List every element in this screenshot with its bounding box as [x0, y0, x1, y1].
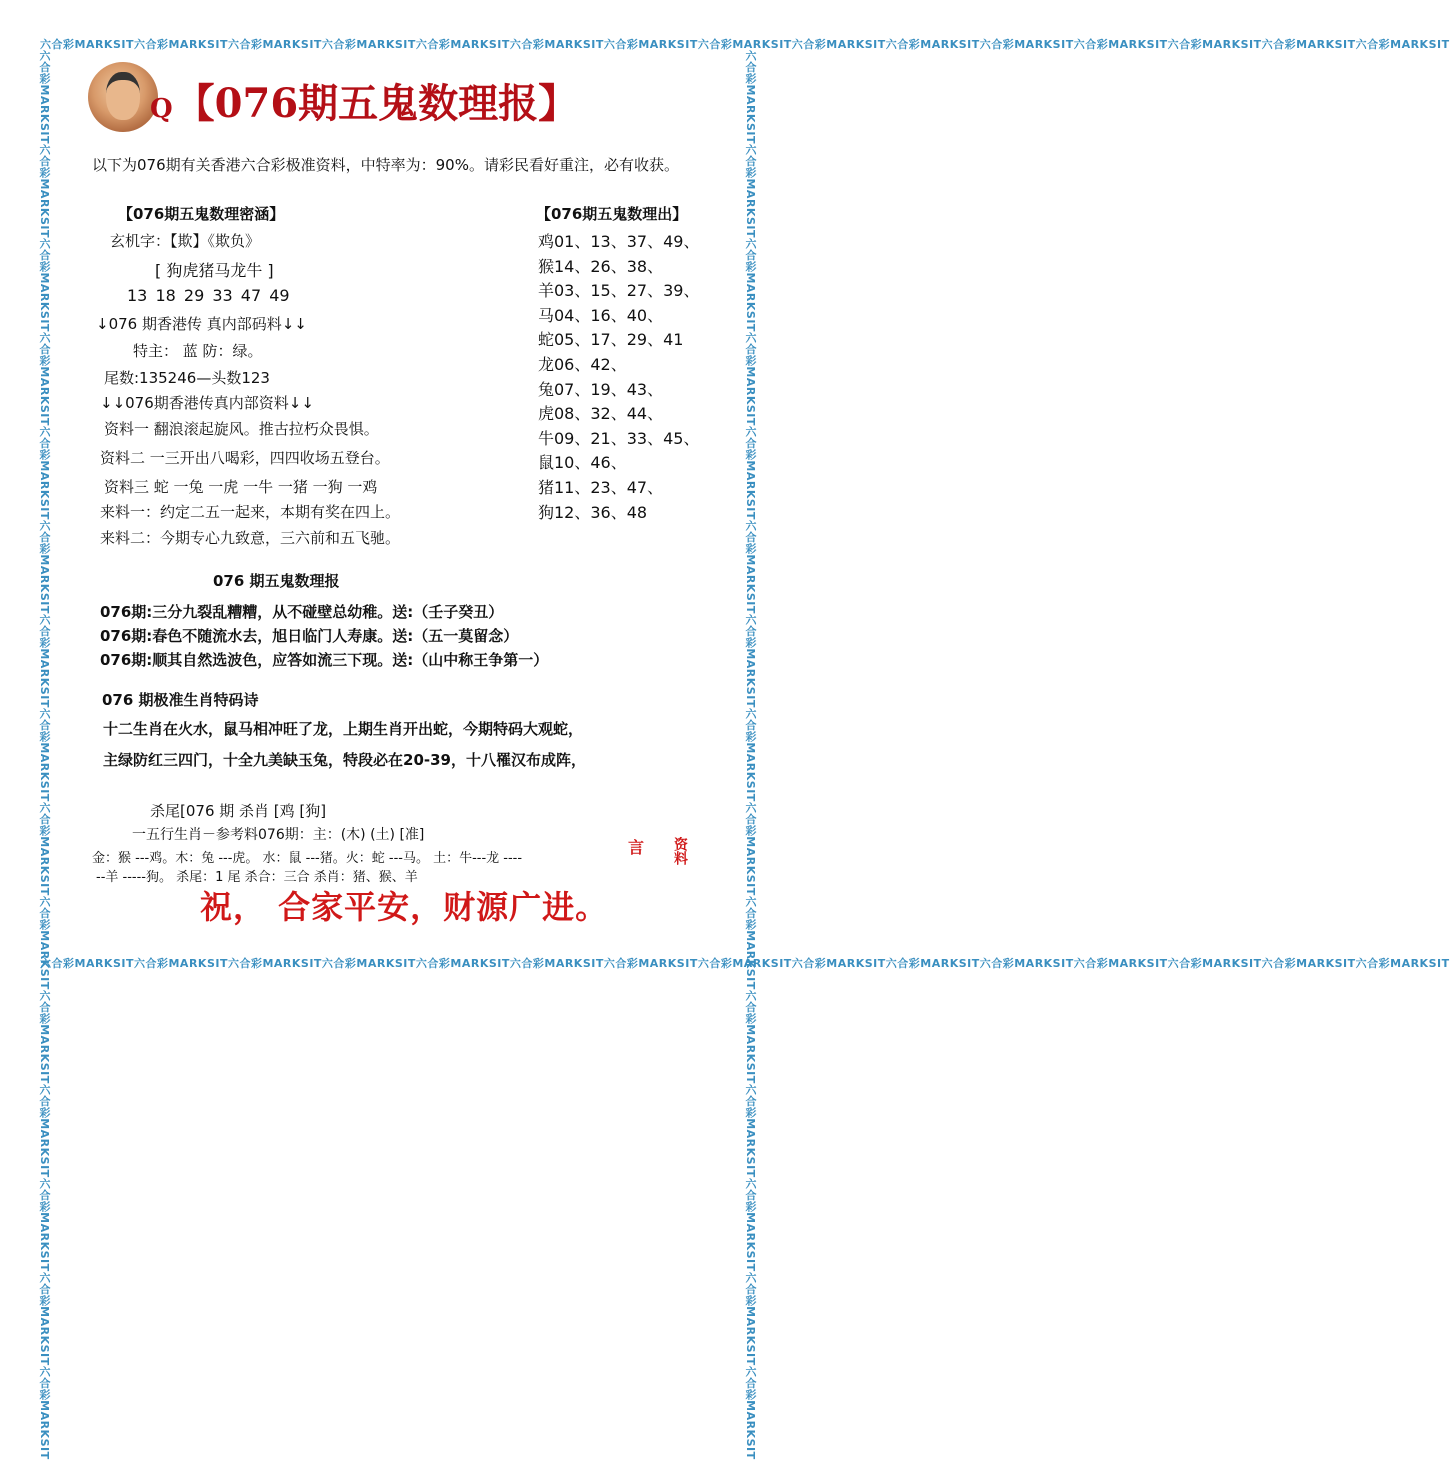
poem-line-1: 十二生肖在火水，鼠马相冲旺了龙，上期生肖开出蛇，今期特码大观蛇，: [103, 720, 584, 738]
list-item: 虎08、32、44、: [538, 404, 664, 424]
list-item: 马04、16、40、: [538, 305, 664, 325]
hk-line-1: ↓076 期香港传 真内部码料↓↓: [96, 315, 307, 333]
animal-list: [ 狗虎猪马龙牛 ]: [155, 261, 274, 280]
hk-line-2: ↓↓076期香港传真内部资料↓↓: [100, 394, 314, 412]
top-border: 六合彩MARKSIT六合彩MARKSIT六合彩MARKSIT六合彩MARKSIT六合彩MARKSIT六合彩MARKSIT六合彩MARKSIT六合彩MARKSIT六合彩MARKSIT六合彩MARKSIT六合彩MARKSIT六合彩MARKSIT六合彩MARKSIT六合彩MARKSIT六合彩MARKSIT: [40, 38, 1450, 51]
bottom-border: 六合彩MARKSIT六合彩MARKSIT六合彩MARKSIT六合彩MARKSIT六合彩MARKSIT六合彩MARKSIT六合彩MARKSIT六合彩MARKSIT六合彩MARKSIT六合彩MARKSIT六合彩MARKSIT六合彩MARKSIT六合彩MARKSIT六合彩MARKSIT六合彩MARKSIT: [40, 957, 1450, 970]
wuxing-line: 一五行生肖－参考料076期：主：(木) (土) [准]: [132, 827, 425, 843]
title-text: 【076期五鬼数理报】: [174, 80, 579, 127]
poem-line-2: 主绿防红三四门，十全九美缺玉兔，特段必在20-39，十八罹汉布成阵，: [103, 751, 586, 769]
poem-heading: 076 期极准生肖特码诗: [102, 691, 259, 709]
mystery-word: 玄机字：【欺】《欺负》: [110, 232, 261, 250]
list-item: 狗12、36、48: [538, 502, 648, 522]
right-border: 六合彩MARKSIT六合彩MARKSIT六合彩MARKSIT六合彩MARKSIT六合彩MARKSIT六合彩MARKSIT六合彩MARKSIT六合彩MARKSIT六合彩MARKSIT六合彩MARKSIT六合彩MARKSIT六合彩MARKSIT六合彩MARKSIT六合彩MARKSIT六合彩MARKSIT: [744, 50, 757, 1460]
list-item: 羊03、15、27、39、: [538, 281, 700, 301]
ziliao-1: 资料一 翻浪滚起旋风。推古拉朽众畏惧。: [104, 420, 379, 438]
list-item: 鼠10、46、: [538, 453, 627, 473]
intro-text: 以下为076期有关香港六合彩极准资料，中特率为：90%。请彩民看好重注，必有收获。: [92, 156, 679, 174]
ziliao-3: 资料三 蛇 一兔 一虎 一牛 一猪 一狗 一鸡: [104, 478, 378, 496]
page-title: [150, 72, 578, 129]
right-heading: 【076期五鬼数理出】: [536, 205, 688, 223]
list-item: 蛇05、17、29、41: [538, 330, 684, 350]
list-item: 猪11、23、47、: [538, 477, 664, 497]
special-color: 特主： 蓝 防：绿。: [133, 342, 263, 360]
left-heading: 【076期五鬼数理密涵】: [118, 205, 285, 223]
list-item: 鸡01、13、37、49、: [538, 232, 700, 251]
border-text: 六合彩MARKSIT: [744, 50, 757, 144]
kill-line: 杀尾[076 期 杀肖 [鸡 [狗]: [150, 802, 327, 820]
report-line: 076期:顺其自然选波色，应答如流三下现。送:（山中称王争第一）: [100, 651, 549, 669]
number-list: 13 18 29 33 47 49: [127, 286, 290, 305]
border-text: 六合彩MARKSIT: [40, 957, 134, 970]
elements-line-2: --羊 -----狗。 杀尾：1 尾 杀合：三合 杀肖：猪、猴、羊: [96, 870, 418, 885]
list-item: 牛09、21、33、45、: [538, 428, 700, 448]
report-line: 076期:春色不随流水去，旭日临门人寿康。送:（五一莫留念）: [100, 627, 519, 645]
title-prefix: Q: [150, 94, 173, 124]
laixin-2: 来料二：今期专心九致意，三六前和五飞驰。: [100, 529, 401, 547]
left-border: 六合彩MARKSIT六合彩MARKSIT六合彩MARKSIT六合彩MARKSIT六合彩MARKSIT六合彩MARKSIT六合彩MARKSIT六合彩MARKSIT六合彩MARKSIT六合彩MARKSIT六合彩MARKSIT六合彩MARKSIT六合彩MARKSIT六合彩MARKSIT六合彩MARKSIT: [38, 50, 51, 1460]
border-text: 六合彩MARKSIT: [40, 38, 134, 51]
avatar: [88, 62, 158, 132]
elements-line-1: 金：猴 ---鸡。木：兔 ---虎。 水：鼠 ---猪。火：蛇 ---马。 土：牛---龙 ----: [92, 851, 523, 866]
red-stamp: 资料: [672, 837, 688, 865]
avatar-face: [106, 72, 140, 120]
red-stamp: 言: [628, 838, 645, 857]
report-line: 076期:三分九裂乱糟糟，从不碰壁总幼稚。送:（壬子癸丑）: [100, 603, 504, 621]
zodiac-number-list: [538, 230, 699, 525]
list-item: 龙06、42、: [538, 354, 627, 374]
list-item: 猴14、26、38、: [538, 256, 664, 276]
ziliao-2: 资料二 一三开出八喝彩，四四收场五登台。: [100, 449, 390, 467]
list-item: 兔07、19、43、: [538, 379, 664, 399]
border-text: 六合彩MARKSIT: [38, 50, 51, 144]
report-heading: 076 期五鬼数理报: [213, 572, 340, 590]
laixin-1: 来料一：约定二五一起来，本期有奖在四上。: [100, 503, 401, 521]
wish-line: 祝， 合家平安，财源广进。: [200, 888, 609, 926]
tail-numbers: 尾数:135246—头数123: [104, 369, 270, 387]
